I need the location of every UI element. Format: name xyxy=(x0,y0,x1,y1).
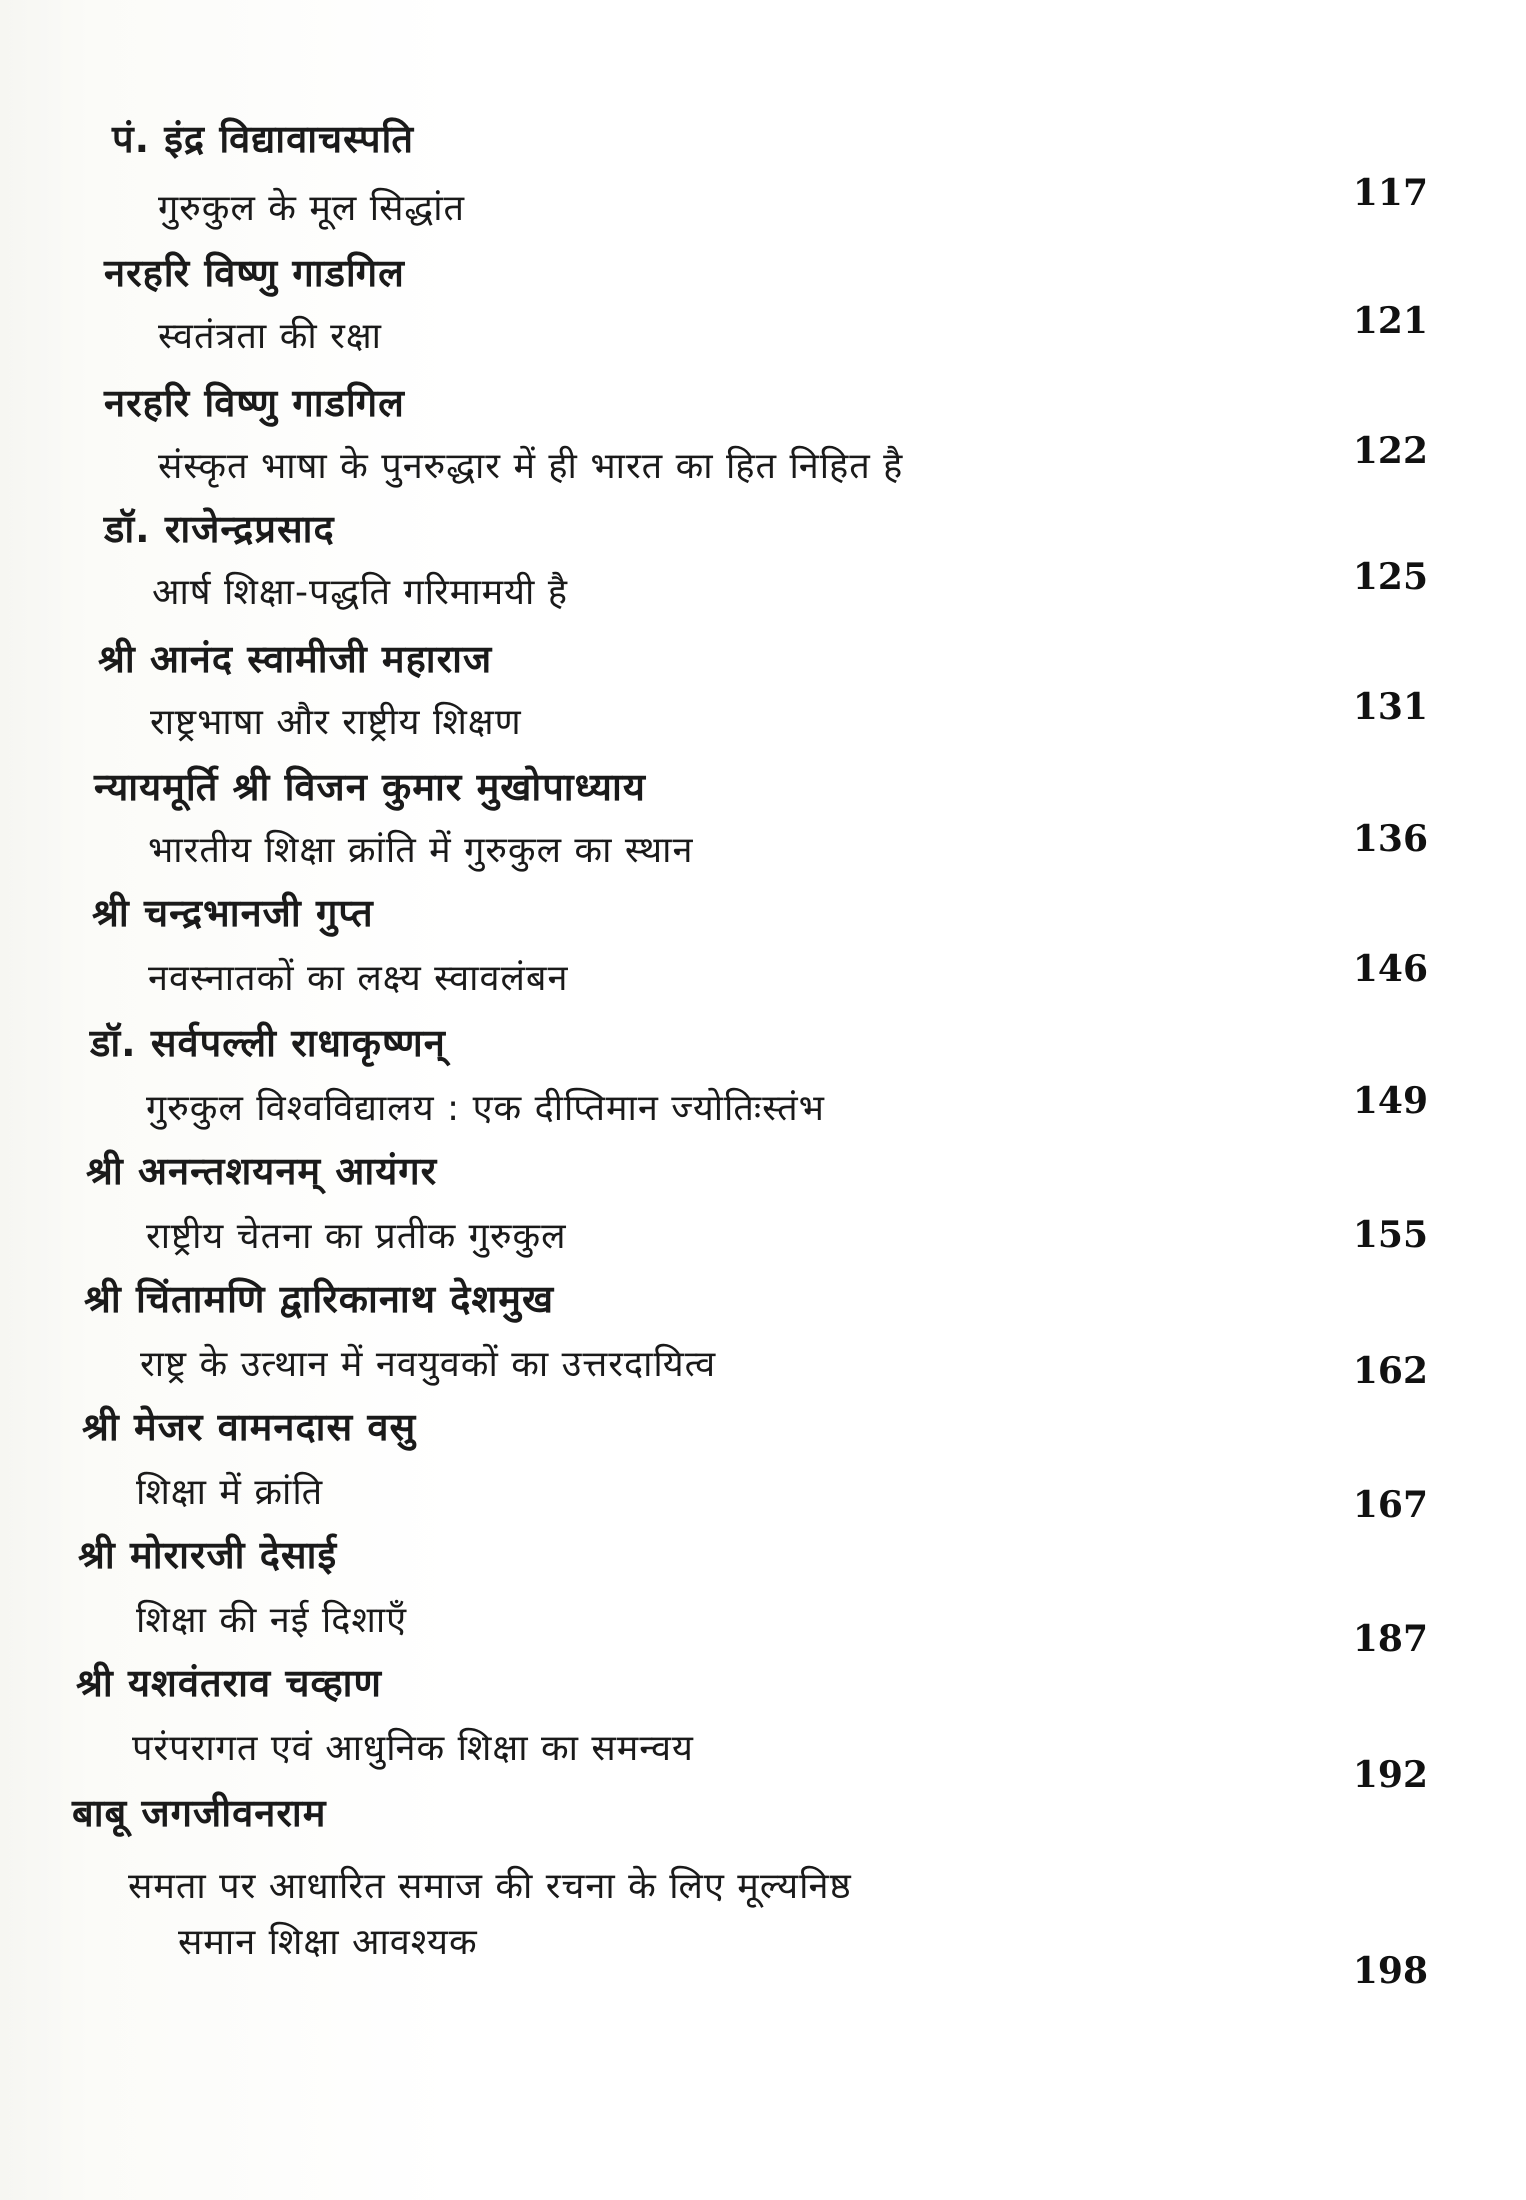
toc-page-number: 122 xyxy=(1352,430,1428,472)
toc-title: गुरुकुल के मूल सिद्धांत xyxy=(158,188,466,229)
toc-page-number: 187 xyxy=(1352,1618,1428,1660)
toc-author: श्री अनन्तशयनम् आयंगर xyxy=(86,1149,438,1193)
toc-author: श्री आनंद स्वामीजी महाराज xyxy=(98,637,493,681)
toc-author: श्री यशवंतराव चव्हाण xyxy=(76,1661,382,1705)
toc-page-number: 125 xyxy=(1352,556,1428,598)
toc-page-number: 146 xyxy=(1352,948,1428,990)
toc-title: शिक्षा में क्रांति xyxy=(136,1472,324,1513)
toc-title: राष्ट्र के उत्थान में नवयुवकों का उत्तरदायित्व xyxy=(140,1344,717,1385)
toc-author: न्यायमूर्ति श्री विजन कुमार मुखोपाध्याय xyxy=(94,765,646,809)
toc-title: समता पर आधारित समाज की रचना के लिए मूल्यनिष्ठ xyxy=(128,1866,852,1907)
toc-author: डॉ. राजेन्द्रप्रसाद xyxy=(104,507,335,551)
toc-title: आर्ष शिक्षा-पद्धति गरिमामयी है xyxy=(152,572,568,613)
toc-page-number: 149 xyxy=(1352,1080,1428,1122)
toc-page-number: 198 xyxy=(1352,1950,1428,1992)
toc-author: डॉ. सर्वपल्ली राधाकृष्णन् xyxy=(90,1021,446,1065)
toc-page-number: 192 xyxy=(1352,1754,1428,1796)
toc-author: नरहरि विष्णु गाडगिल xyxy=(104,381,405,425)
toc-page-number: 155 xyxy=(1352,1214,1428,1256)
toc-author: श्री चिंतामणि द्वारिकानाथ देशमुख xyxy=(84,1277,555,1321)
toc-title: स्वतंत्रता की रक्षा xyxy=(158,316,382,357)
toc-title: संस्कृत भाषा के पुनरुद्धार में ही भारत का हित निहित है xyxy=(158,446,904,487)
toc-title: राष्ट्रभाषा और राष्ट्रीय शिक्षण xyxy=(150,702,522,743)
toc-title: नवस्नातकों का लक्ष्य स्वावलंबन xyxy=(148,958,569,999)
toc-page-number: 131 xyxy=(1352,686,1428,728)
toc-author: श्री चन्द्रभानजी गुप्त xyxy=(92,891,374,935)
toc-page-number: 167 xyxy=(1352,1484,1428,1526)
toc-author: श्री मेजर वामनदास वसु xyxy=(82,1405,417,1449)
toc-title: गुरुकुल विश्वविद्यालय : एक दीप्तिमान ज्योतिःस्तंभ xyxy=(146,1088,825,1129)
toc-title-continuation: समान शिक्षा आवश्यक xyxy=(178,1922,478,1963)
toc-page-number: 121 xyxy=(1352,300,1428,342)
toc-title: राष्ट्रीय चेतना का प्रतीक गुरुकुल xyxy=(146,1216,567,1257)
toc-page-number: 117 xyxy=(1352,172,1428,214)
toc-title: भारतीय शिक्षा क्रांति में गुरुकुल का स्थान xyxy=(148,830,694,871)
toc-title: शिक्षा की नई दिशाएँ xyxy=(136,1600,408,1641)
toc-author: नरहरि विष्णु गाडगिल xyxy=(104,251,405,295)
toc-page-number: 162 xyxy=(1352,1350,1428,1392)
toc-author: बाबू जगजीवनराम xyxy=(72,1791,327,1835)
toc-title: परंपरागत एवं आधुनिक शिक्षा का समन्वय xyxy=(132,1728,694,1769)
toc-author: श्री मोरारजी देसाई xyxy=(78,1533,338,1577)
toc-author: पं. इंद्र विद्यावाचस्पति xyxy=(112,117,415,161)
toc-page-number: 136 xyxy=(1352,818,1428,860)
